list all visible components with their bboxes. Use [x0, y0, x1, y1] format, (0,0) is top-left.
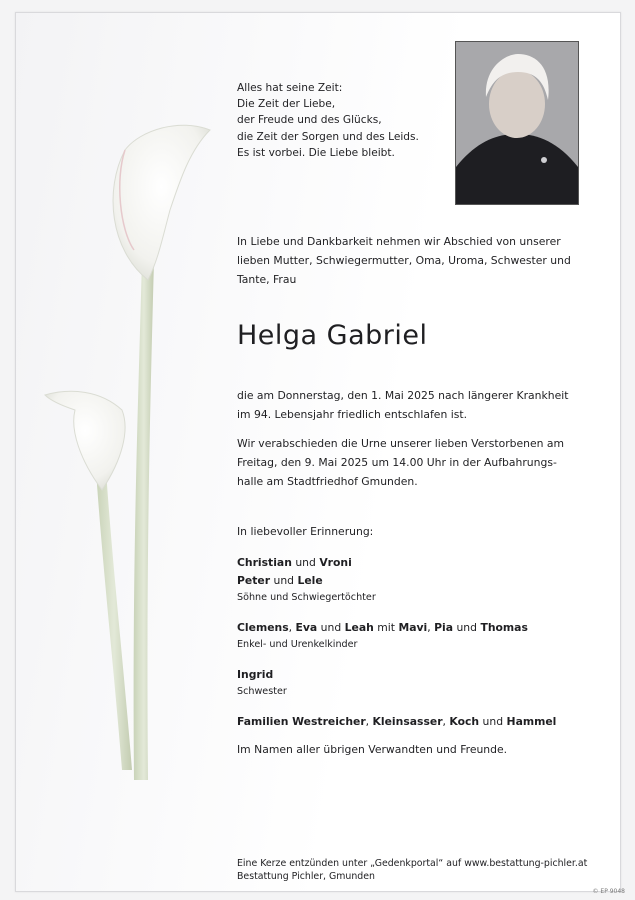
mourner-name: Christian [237, 556, 292, 569]
mourner-name: Leah [344, 621, 374, 634]
mourner-line: Familien Westreicher, Kleinsasser, Koch und Hammel [237, 715, 557, 728]
mourner-name: Kleinsasser [372, 715, 443, 728]
relation-label: Enkel- und Urenkelkinder [237, 639, 358, 650]
mourner-name: Koch [449, 715, 480, 728]
mourner-name: Hammel [506, 715, 557, 728]
mourner-line [237, 556, 352, 569]
footer-candle-line: Eine Kerze entzünden unter „Gedenkportal“ auf www.bestattung-pichler.at [237, 858, 588, 869]
mourner-name: Peter [237, 574, 271, 587]
mourner-name: Familien Westreicher [237, 715, 366, 728]
poem-line: der Freude und des Glücks, [237, 114, 382, 127]
intro-text: In Liebe und Dankbarkeit nehmen wir Abschied von unserer lieben Mutter, Schwiegermutter, Oma, Uroma, Schwester und Tante, Frau [237, 235, 571, 286]
mourner-name: Eva [295, 621, 318, 634]
mourner-name: Lele [297, 574, 323, 587]
conjunction: mit [377, 621, 396, 634]
calla-lily-illustration [30, 110, 220, 790]
poem-line: Es ist vorbei. Die Liebe bleibt. [237, 146, 395, 159]
mourner-line [237, 574, 323, 587]
mourner-name: Mavi [398, 621, 428, 634]
poem [237, 80, 447, 161]
conjunction: und [320, 621, 342, 634]
deceased-name: Helga Gabriel [237, 320, 428, 351]
portrait-photo [455, 41, 579, 205]
mourner-line: Clemens, Eva und Leah mit Mavi, Pia und Thomas [237, 621, 528, 634]
print-code: © EP 9048 [592, 888, 625, 895]
death-text: die am Donnerstag, den 1. Mai 2025 nach längerer Krankheit im 94. Lebensjahr friedlich entschlafen ist. [237, 389, 569, 421]
conjunction: und [273, 574, 295, 587]
others-line: Im Namen aller übrigen Verwandten und Freunde. [237, 743, 508, 756]
mourner-line [237, 668, 273, 681]
relation-label: Schwester [237, 686, 287, 697]
mourner-name: Ingrid [237, 668, 274, 681]
footer [237, 857, 587, 883]
conjunction: und [456, 621, 478, 634]
mourner-name: Clemens [237, 621, 289, 634]
conjunction: und [295, 556, 316, 569]
poem-line: die Zeit der Sorgen und des Leids. [237, 130, 419, 143]
footer-undertaker: Bestattung Pichler, Gmunden [237, 871, 375, 882]
in-memory-heading: In liebevoller Erinnerung: [237, 525, 374, 538]
farewell-text: Wir verabschieden die Urne unserer lieben Verstorbenen am Freitag, den 9. Mai 2025 um 14.00 Uhr in der Aufbahrungs- halle am Stadtfriedhof Gmunden. [237, 437, 565, 488]
relation-label: Söhne und Schwiegertöchter [237, 592, 376, 603]
poem-line: Die Zeit der Liebe, [237, 98, 336, 111]
poem-line: Alles hat seine Zeit: [237, 82, 343, 94]
conjunction: und [482, 715, 504, 728]
portrait-icon [456, 42, 578, 204]
mourner-name: Vroni [319, 556, 352, 569]
mourner-name: Thomas [480, 621, 528, 634]
mourner-name: Pia [434, 621, 454, 634]
